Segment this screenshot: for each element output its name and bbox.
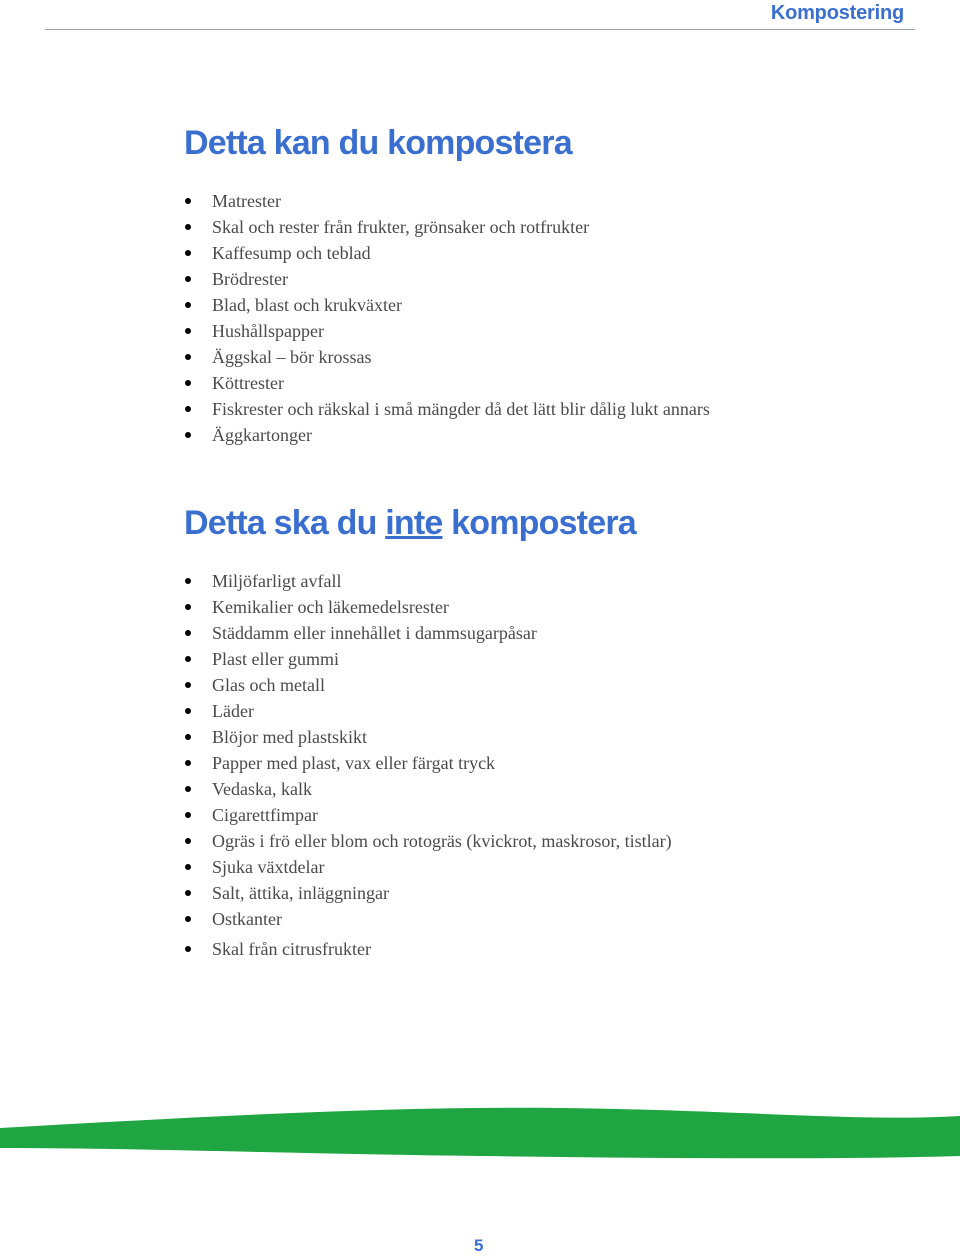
list-item: Glas och metall [0, 672, 752, 698]
compostable-list [0, 188, 960, 448]
bullet-icon [185, 224, 191, 230]
list-item: Papper med plast, vax eller färgat tryck [0, 750, 752, 776]
bullet-icon [185, 276, 191, 282]
bullet-icon [185, 250, 191, 256]
bullet-icon [185, 760, 191, 766]
list-item: Matrester [0, 188, 752, 214]
page-number: 5 [474, 1236, 484, 1255]
bullet-icon [185, 682, 191, 688]
list-item: Äggkartonger [0, 422, 752, 448]
list-item: Blöjor med plastskikt [0, 724, 752, 750]
list-item: Sjuka växtdelar [0, 854, 752, 880]
list-item: Skal och rester från frukter, grönsaker och rotfrukter [0, 214, 752, 240]
bullet-icon [185, 432, 191, 438]
list-item: Cigarettfimpar [0, 802, 752, 828]
bullet-icon [185, 812, 191, 818]
list-item: Vedaska, kalk [0, 776, 752, 802]
bullet-icon [185, 406, 191, 412]
heading-underlined-word: inte [385, 504, 443, 542]
bullet-icon [185, 328, 191, 334]
heading-part: Detta ska du [184, 504, 386, 542]
bullet-icon [185, 604, 191, 610]
green-wave-shape [0, 1108, 960, 1159]
list-item: Ostkanter [0, 906, 752, 932]
bullet-icon [185, 838, 191, 844]
heading-part: kompostera [442, 504, 636, 542]
list-item: Ogräs i frö eller blom och rotogräs (kvickrot, maskrosor, tistlar) [0, 828, 772, 854]
list-item: Kemikalier och läkemedelsrester [0, 594, 752, 620]
list-item: Kaffesump och teblad [0, 240, 752, 266]
section-heading-not-compostable [184, 503, 636, 543]
bullet-icon [185, 578, 191, 584]
list-item: Fiskrester och räkskal i små mängder då det lätt blir dålig lukt annars [0, 396, 752, 422]
not-compostable-list [0, 568, 960, 962]
list-item: Blad, blast och krukväxter [0, 292, 752, 318]
bullet-icon [185, 630, 191, 636]
list-item: Äggskal – bör krossas [0, 344, 752, 370]
bullet-icon [185, 708, 191, 714]
list-item: Brödrester [0, 266, 752, 292]
list-item: Plast eller gummi [0, 646, 752, 672]
list-item: Städdamm eller innehållet i dammsugarpåsar [0, 620, 752, 646]
green-wave-decoration [0, 1100, 960, 1160]
bullet-icon [185, 864, 191, 870]
bullet-icon [185, 946, 191, 952]
list-item: Hushållspapper [0, 318, 752, 344]
list-item: Läder [0, 698, 752, 724]
bullet-icon [185, 302, 191, 308]
bullet-icon [185, 354, 191, 360]
list-item: Köttrester [0, 370, 752, 396]
bullet-icon [185, 786, 191, 792]
bullet-icon [185, 734, 191, 740]
list-item: Miljöfarligt avfall [0, 568, 752, 594]
bullet-icon [185, 198, 191, 204]
bullet-icon [185, 656, 191, 662]
bullet-icon [185, 916, 191, 922]
bullet-icon [185, 380, 191, 386]
section-heading-compostable: Detta kan du kompostera [184, 124, 572, 162]
running-header-title: Kompostering [770, 2, 904, 24]
bullet-icon [185, 890, 191, 896]
list-item: Salt, ättika, inläggningar [0, 880, 752, 906]
header-rule [45, 29, 915, 30]
list-item: Skal från citrusfrukter [0, 936, 752, 962]
